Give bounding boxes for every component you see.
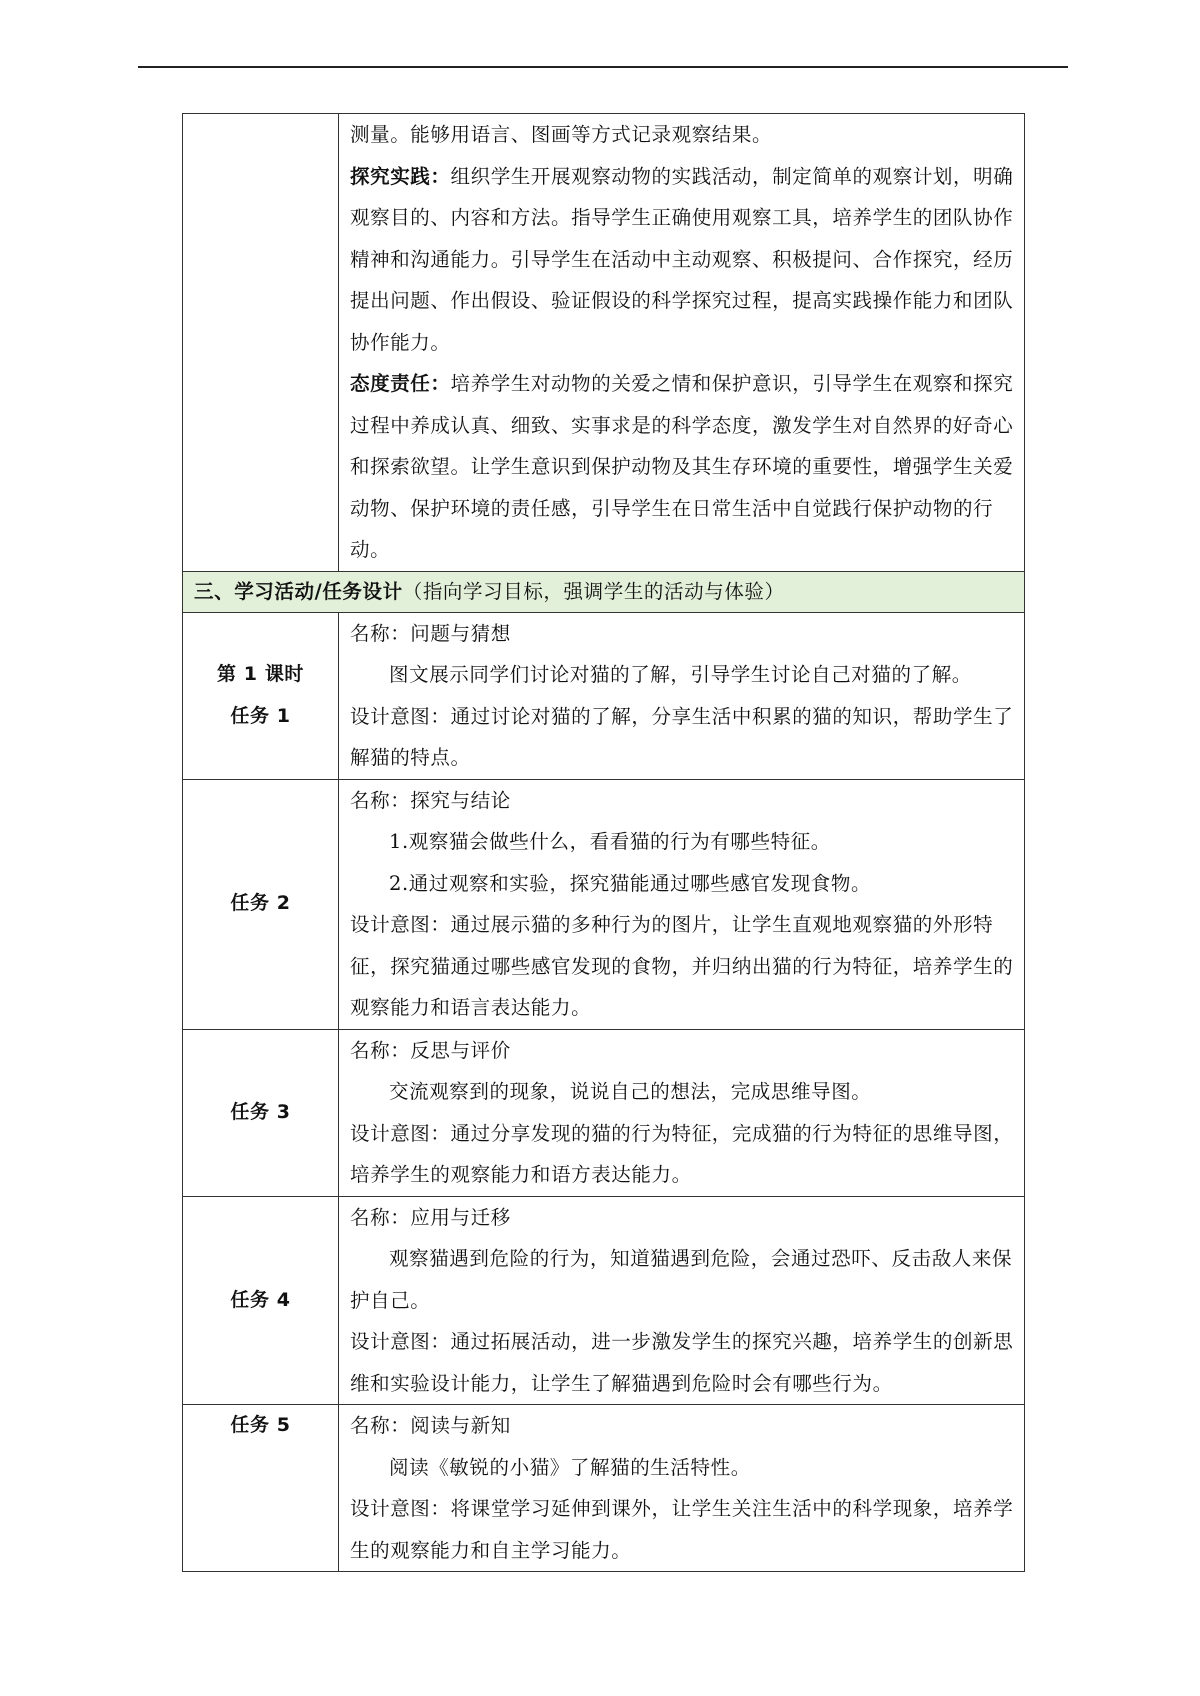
lesson-plan-table [182, 113, 1025, 1572]
task-content: 2.通过观察和实验，探究猫能通过哪些感官发现食物。 [389, 871, 872, 895]
task-name: 名称：问题与猜想 [350, 621, 511, 645]
task-content-cell [339, 1196, 1025, 1405]
section-title: 三、学习活动/任务设计 [194, 579, 403, 603]
task-name: 名称：应用与迁移 [350, 1205, 511, 1229]
section-header-cell [183, 571, 1025, 612]
task-label-cell [183, 1029, 339, 1196]
task-content: 交流观察到的现象，说说自己的想法，完成思维导图。 [389, 1080, 872, 1103]
task-name: 名称：反思与评价 [350, 1038, 511, 1062]
task-row-1 [183, 612, 1025, 779]
task-label: 任务 1 [230, 704, 291, 727]
task-content-cell [339, 1029, 1025, 1196]
task-label: 任务 5 [230, 1414, 291, 1436]
task-content: 1.观察猫会做些什么，看看猫的行为有哪些特征。 [389, 830, 831, 853]
task-row-5 [183, 1405, 1025, 1572]
attitude-label: 态度责任： [350, 372, 451, 395]
task-intent: 设计意图：将课堂学习延伸到课外，让学生关注生活中的科学现象，培养学生的观察能力和自主学习能力。 [350, 1497, 1014, 1562]
attitude-text: 培养学生对动物的关爱之情和保护意识，引导学生在观察和探究过程中养成认真、细致、实事求是的科学态度，激发学生对自然界的好奇心和探索欲望。让学生意识到保护动物及其生存环境的重要性，增强学生关爱动物、保护环境的责任感，引导学生在日常生活中自觉践行保护动物的行动。 [350, 372, 1014, 561]
attitude-paragraph [350, 363, 1014, 571]
task-intent: 设计意图：通过分享发现的猫的行为特征，完成猫的行为特征的思维导图，培养学生的观察能力和语方表达能力。 [350, 1121, 1014, 1186]
practice-label: 探究实践： [350, 164, 451, 188]
task-content: 图文展示同学们讨论对猫的了解，引导学生讨论自己对猫的了解。 [389, 663, 972, 686]
task-row-4 [183, 1196, 1025, 1405]
task-intent: 设计意图：通过展示猫的多种行为的图片，让学生直观地观察猫的外形特征，探究猫通过哪些感官发现的食物，并归纳出猫的行为特征，培养学生的观察能力和语言表达能力。 [350, 913, 1014, 1019]
header-rule [138, 66, 1068, 68]
goals-continuation-row [183, 114, 1025, 572]
task-label: 任务 2 [230, 892, 291, 915]
task-label-cell [183, 612, 339, 779]
task-content-cell [339, 612, 1025, 779]
task-intent: 设计意图：通过讨论对猫的了解，分享生活中积累的猫的知识，帮助学生了解猫的特点。 [350, 704, 1014, 769]
task-intent: 设计意图：通过拓展活动，进一步激发学生的探究兴趣，培养学生的创新思维和实验设计能力，让学生了解猫遇到危险时会有哪些行为。 [350, 1330, 1014, 1395]
task-content: 观察猫遇到危险的行为，知道猫遇到危险，会通过恐吓、反击敌人来保护自己。 [350, 1247, 1013, 1312]
goals-cell [339, 114, 1025, 572]
task-content-cell [339, 1405, 1025, 1572]
task-label-cell [183, 1196, 339, 1405]
task-name: 名称：探究与结论 [350, 788, 511, 812]
task-label: 任务 3 [230, 1100, 291, 1123]
task-label-cell [183, 1405, 339, 1572]
section-note: （指向学习目标，强调学生的活动与体验） [402, 579, 785, 603]
goals-line: 测量。能够用语言、图画等方式记录观察结果。 [350, 123, 773, 146]
task-content: 阅读《敏锐的小猫》了解猫的生活特性。 [389, 1455, 751, 1479]
section-header-row [183, 571, 1025, 612]
empty-left-cell [183, 114, 339, 572]
practice-paragraph [350, 156, 1014, 364]
practice-text: 组织学生开展观察动物的实践活动，制定简单的观察计划，明确观察目的、内容和方法。指导学生正确使用观察工具，培养学生的团队协作精神和沟通能力。引导学生在活动中主动观察、积极提问、合作探究，经历提出问题、作出假设、验证假设的科学探究过程，提高实践操作能力和团队协作能力。 [350, 164, 1014, 354]
lesson-label: 第 1 课时 [216, 663, 305, 685]
task-row-2 [183, 779, 1025, 1029]
task-content-cell [339, 779, 1025, 1029]
task-name: 名称：阅读与新知 [350, 1414, 511, 1437]
task-row-3 [183, 1029, 1025, 1196]
task-label-cell [183, 779, 339, 1029]
task-label: 任务 4 [230, 1288, 291, 1311]
